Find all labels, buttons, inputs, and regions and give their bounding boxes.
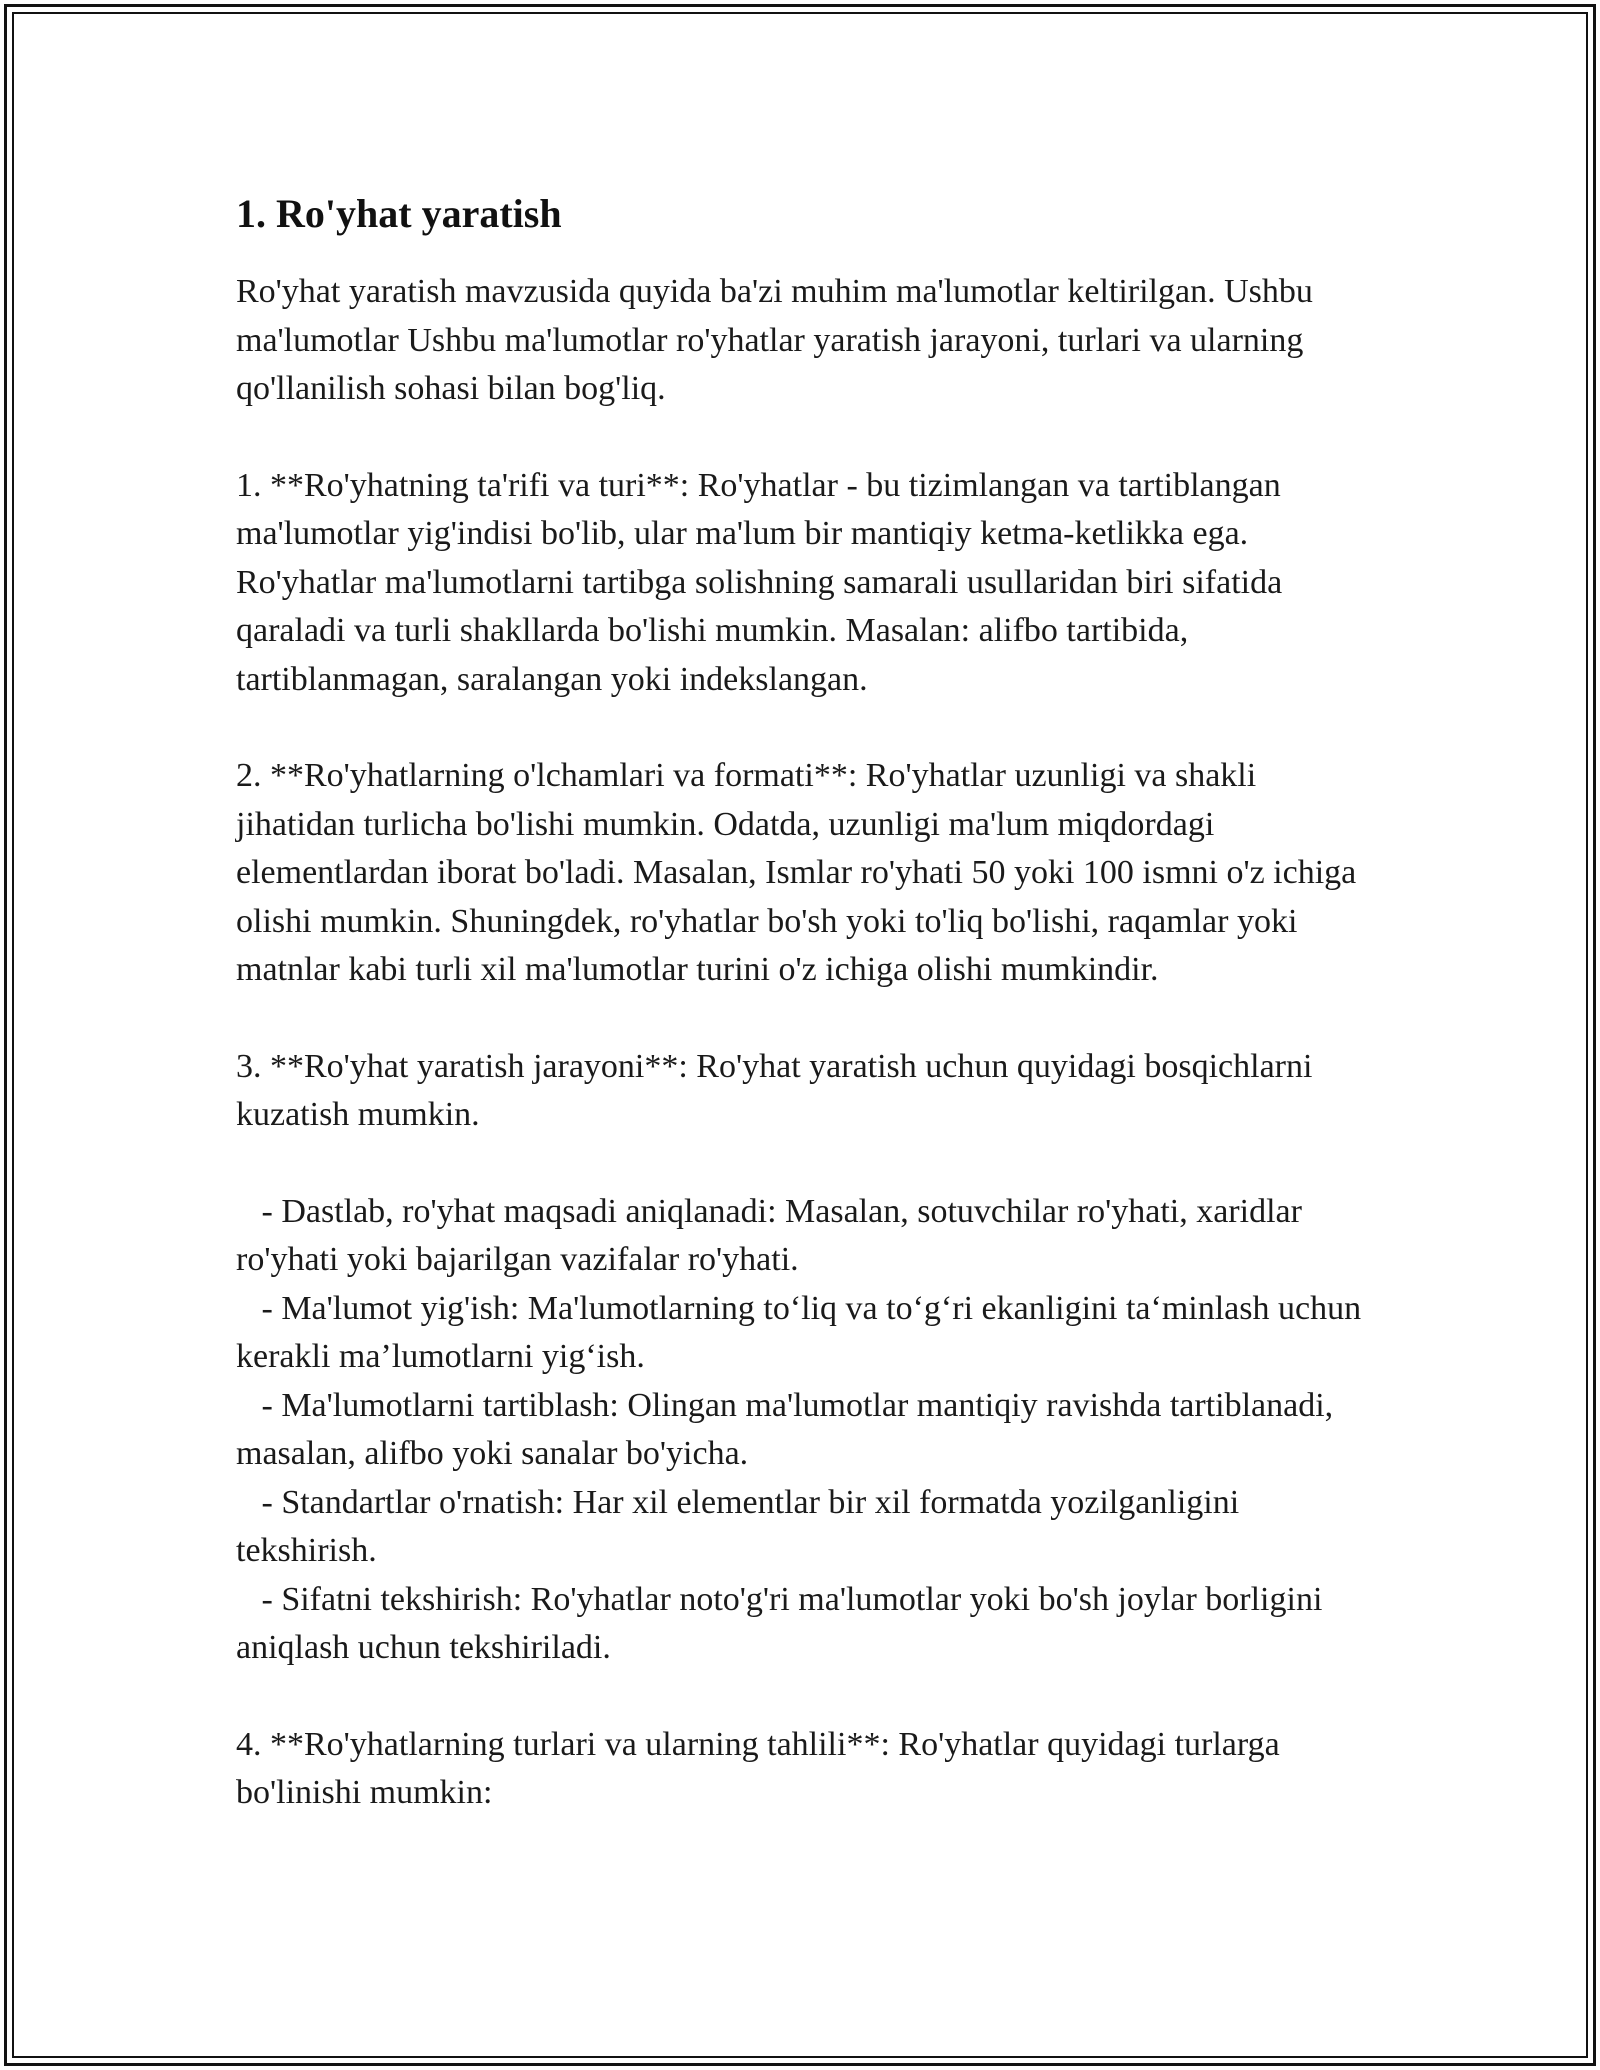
list-item: - Sifatni tekshirish: Ro'yhatlar noto'g'ri ma'lumotlar yoki bo'sh joylar borligini aniqlash uchun tekshiriladi. bbox=[236, 1580, 1331, 1666]
section-2-paragraph: 2. **Ro'yhatlarning o'lchamlari va formati**: Ro'yhatlar uzunligi va shakli jihatidan turlicha bo'lishi mumkin. Odatda, uzunligi ma'lum miqdordagi elementlardan iborat bo'ladi. Masalan, Ismlar ro'yhati 50 yoki 100 ismni o'z ichiga olishi mumkin. Shuningdek, ro'yhatlar bo'sh yoki to'liq bo'lishi, raqamlar yoki matnlar kabi turli xil ma'lumotlar turini o'z ichiga olishi mumkindir. bbox=[236, 757, 1365, 988]
intro-paragraph: Ro'yhat yaratish mavzusida quyida ba'zi muhim ma'lumotlar keltirilgan. Ushbu ma'lumotlar Ushbu ma'lumotlar ro'yhatlar yaratish jarayoni, turlari va ularning qo'llanilish sohasi bilan bog'liq. bbox=[236, 273, 1322, 407]
list-item: - Standartlar o'rnatish: Har xil elementlar bir xil formatda yozilganligini tekshirish. bbox=[236, 1483, 1248, 1569]
section-4-paragraph: 4. **Ro'yhatlarning turlari va ularning tahlili**: Ro'yhatlar quyidagi turlarga bo'linishi mumkin: bbox=[236, 1725, 1289, 1811]
process-steps-list bbox=[236, 1188, 1376, 1673]
document-title: 1. Ro'yhat yaratish bbox=[236, 191, 562, 236]
list-item: - Ma'lumotlarni tartiblash: Olingan ma'lumotlar mantiqiy ravishda tartiblanadi, masalan, alifbo yoki sanalar bo'yicha. bbox=[236, 1386, 1342, 1472]
list-item: - Dastlab, ro'yhat maqsadi aniqlanadi: Masalan, sotuvchilar ro'yhati, xaridlar ro'yhati yoki bajarilgan vazifalar ro'yhati. bbox=[236, 1192, 1311, 1278]
document-body bbox=[236, 190, 1376, 1866]
list-item: - Ma'lumot yig'ish: Ma'lumotlarning to‘liq va to‘g‘ri ekanligini ta‘minlash uchun kerakli ma’lumotlarni yig‘ish. bbox=[236, 1289, 1370, 1375]
section-1-paragraph: 1. **Ro'yhatning ta'rifi va turi**: Ro'yhatlar - bu tizimlangan va tartiblangan ma'lumotlar yig'indisi bo'lib, ular ma'lum bir mantiqiy ketma-ketlikka ega. Ro'yhatlar ma'lumotlarni tartibga solishning samarali usullaridan biri sifatida qaraladi va turli shakllarda bo'lishi mumkin. Masalan: alifbo tartibida, tartiblanmagan, saralangan yoki indekslangan. bbox=[236, 466, 1291, 698]
section-3-paragraph: 3. **Ro'yhat yaratish jarayoni**: Ro'yhat yaratish uchun quyidagi bosqichlarni kuzatish mumkin. bbox=[236, 1047, 1321, 1133]
